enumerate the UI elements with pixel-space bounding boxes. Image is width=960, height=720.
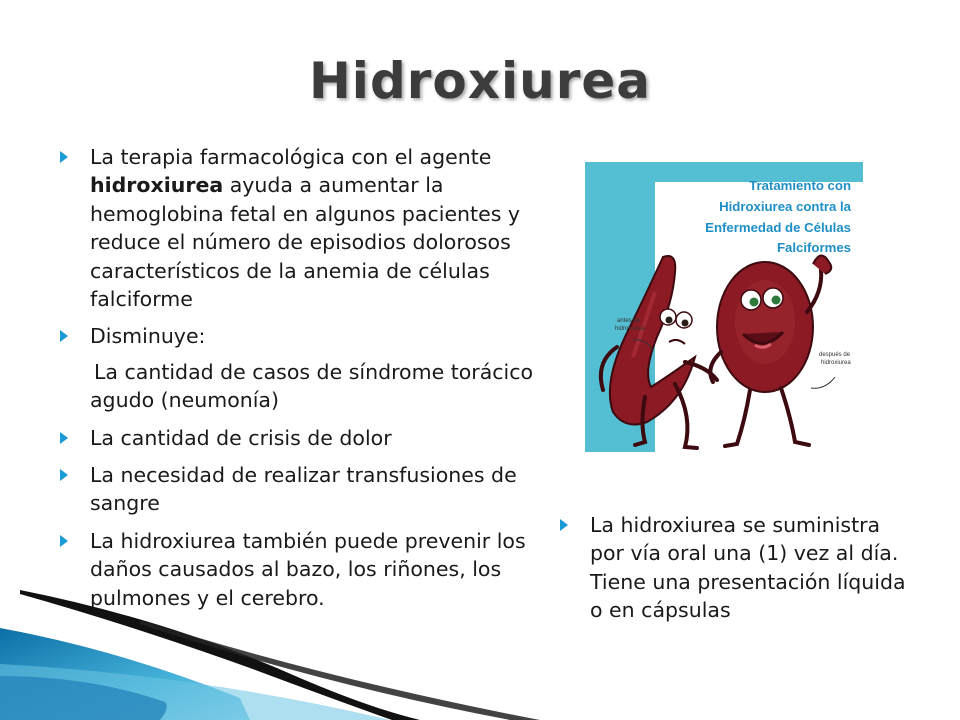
label-after-line1: después de — [819, 352, 851, 358]
bullet-arrow-icon — [60, 151, 68, 163]
bullet-text: La terapia farmacológica con el agente — [90, 145, 492, 169]
bullet-arrow-icon — [60, 432, 68, 444]
poster-title-line: Falciformes — [776, 240, 851, 256]
poster-title-line: Tratamiento con — [749, 178, 851, 193]
label-before-line1: antes de — [617, 318, 641, 324]
bullet-item-disminuye — [60, 322, 548, 350]
treatment-poster-image — [585, 162, 863, 452]
bullet-bold-term: hidroxiurea — [90, 173, 224, 198]
poster-title-line: Enfermedad de Células — [705, 219, 851, 235]
label-after-line2: hidroxiurea — [821, 360, 851, 366]
bullet-arrow-icon — [60, 330, 68, 342]
bullet-text: La hidroxiurea también puede prevenir los daños causados al bazo, los riñones, los pulmones y el cerebro. — [90, 528, 526, 610]
bullet-text: La hidroxiurea se suministra por vía oral una (1) vez al día. Tiene una presentación líquida o en cápsulas — [590, 513, 906, 623]
bullet-text: Disminuye: — [90, 324, 206, 349]
bullet-text: La necesidad de realizar transfusiones de sangre — [90, 463, 517, 516]
bullet-text: La cantidad de casos de síndrome torácico agudo (neumonía) — [90, 359, 534, 413]
poster-title — [641, 176, 851, 259]
bullet-arrow-icon — [60, 469, 68, 481]
bullet-arrow-icon — [560, 519, 568, 531]
bullet-text: ayuda a aumentar la hemoglobina fetal en algunos pacientes y reduce el número de episodios dolorosos característicos de la anemia de células falciforme — [90, 173, 521, 312]
sub-item-sindrome — [60, 358, 548, 415]
slide-title: Hidroxiurea — [308, 52, 652, 110]
poster-title-line: Hidroxiurea contra la — [719, 198, 851, 214]
bullet-arrow-icon — [60, 535, 68, 547]
bullet-item-transfusiones — [60, 461, 548, 518]
corner-swoosh-decoration — [0, 580, 960, 720]
label-before-line2: hidroxiurea — [615, 326, 645, 332]
bullet-text: La cantidad de crisis de dolor — [90, 425, 392, 450]
bullet-item-therapy — [60, 143, 548, 313]
bullet-item-crisis — [60, 424, 548, 452]
left-bullet-list — [60, 143, 548, 621]
